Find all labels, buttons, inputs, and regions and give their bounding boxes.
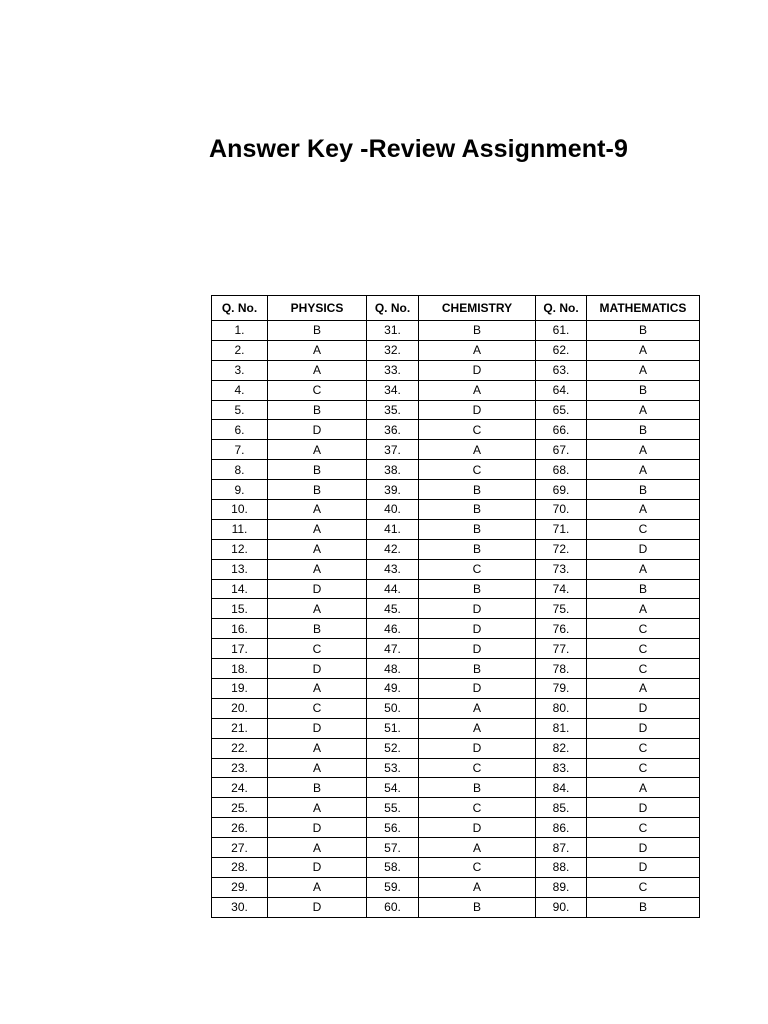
table-row <box>212 440 700 460</box>
qno-cell: 18. <box>212 659 268 679</box>
physics-answer-cell: A <box>268 758 367 778</box>
chemistry-answer-cell: A <box>419 718 536 738</box>
qno-cell: 57. <box>367 838 419 858</box>
table-row <box>212 738 700 758</box>
mathematics-answer-cell: A <box>587 679 700 699</box>
qno-cell: 53. <box>367 758 419 778</box>
qno-cell: 12. <box>212 539 268 559</box>
table-row <box>212 718 700 738</box>
qno-cell: 65. <box>536 400 587 420</box>
qno-cell: 63. <box>536 360 587 380</box>
qno-cell: 72. <box>536 539 587 559</box>
page-title: Answer Key -Review Assignment-9 <box>209 134 628 163</box>
qno-cell: 21. <box>212 718 268 738</box>
qno-cell: 75. <box>536 599 587 619</box>
qno-cell: 60. <box>367 897 419 917</box>
physics-answer-cell: D <box>268 897 367 917</box>
qno-cell: 83. <box>536 758 587 778</box>
mathematics-answer-cell: D <box>587 858 700 878</box>
qno-cell: 52. <box>367 738 419 758</box>
chemistry-answer-cell: C <box>419 420 536 440</box>
physics-answer-cell: B <box>268 400 367 420</box>
qno-cell: 37. <box>367 440 419 460</box>
mathematics-answer-cell: D <box>587 838 700 858</box>
physics-answer-cell: C <box>268 639 367 659</box>
qno-cell: 33. <box>367 360 419 380</box>
qno-cell: 29. <box>212 877 268 897</box>
header-qno-chemistry: Q. No. <box>367 296 419 321</box>
chemistry-answer-cell: D <box>419 818 536 838</box>
qno-cell: 9. <box>212 480 268 500</box>
qno-cell: 77. <box>536 639 587 659</box>
chemistry-answer-cell: B <box>419 778 536 798</box>
chemistry-answer-cell: D <box>419 400 536 420</box>
mathematics-answer-cell: B <box>587 480 700 500</box>
mathematics-answer-cell: C <box>587 758 700 778</box>
chemistry-answer-cell: B <box>419 897 536 917</box>
table-row <box>212 818 700 838</box>
qno-cell: 79. <box>536 679 587 699</box>
qno-cell: 2. <box>212 340 268 360</box>
header-qno-physics: Q. No. <box>212 296 268 321</box>
mathematics-answer-cell: A <box>587 340 700 360</box>
qno-cell: 6. <box>212 420 268 440</box>
physics-answer-cell: B <box>268 460 367 480</box>
mathematics-answer-cell: A <box>587 559 700 579</box>
chemistry-answer-cell: B <box>419 321 536 341</box>
qno-cell: 49. <box>367 679 419 699</box>
qno-cell: 84. <box>536 778 587 798</box>
qno-cell: 48. <box>367 659 419 679</box>
chemistry-answer-cell: A <box>419 380 536 400</box>
table-row <box>212 639 700 659</box>
mathematics-answer-cell: D <box>587 718 700 738</box>
mathematics-answer-cell: B <box>587 579 700 599</box>
qno-cell: 38. <box>367 460 419 480</box>
qno-cell: 42. <box>367 539 419 559</box>
answer-key-table <box>211 295 700 918</box>
qno-cell: 80. <box>536 698 587 718</box>
qno-cell: 26. <box>212 818 268 838</box>
table-row <box>212 758 700 778</box>
mathematics-answer-cell: B <box>587 420 700 440</box>
qno-cell: 61. <box>536 321 587 341</box>
qno-cell: 40. <box>367 500 419 520</box>
physics-answer-cell: A <box>268 738 367 758</box>
chemistry-answer-cell: C <box>419 758 536 778</box>
qno-cell: 89. <box>536 877 587 897</box>
qno-cell: 45. <box>367 599 419 619</box>
qno-cell: 47. <box>367 639 419 659</box>
mathematics-answer-cell: A <box>587 778 700 798</box>
header-chemistry: CHEMISTRY <box>419 296 536 321</box>
table-row <box>212 460 700 480</box>
qno-cell: 76. <box>536 619 587 639</box>
physics-answer-cell: D <box>268 818 367 838</box>
qno-cell: 24. <box>212 778 268 798</box>
qno-cell: 55. <box>367 798 419 818</box>
qno-cell: 16. <box>212 619 268 639</box>
qno-cell: 3. <box>212 360 268 380</box>
table-row <box>212 619 700 639</box>
qno-cell: 27. <box>212 838 268 858</box>
chemistry-answer-cell: D <box>419 738 536 758</box>
table-row <box>212 500 700 520</box>
chemistry-answer-cell: D <box>419 360 536 380</box>
qno-cell: 8. <box>212 460 268 480</box>
mathematics-answer-cell: A <box>587 500 700 520</box>
qno-cell: 34. <box>367 380 419 400</box>
qno-cell: 30. <box>212 897 268 917</box>
chemistry-answer-cell: D <box>419 639 536 659</box>
table-row <box>212 798 700 818</box>
mathematics-answer-cell: C <box>587 738 700 758</box>
table-row <box>212 877 700 897</box>
mathematics-answer-cell: C <box>587 877 700 897</box>
table-row <box>212 420 700 440</box>
qno-cell: 15. <box>212 599 268 619</box>
table-header-row <box>212 296 700 321</box>
mathematics-answer-cell: A <box>587 360 700 380</box>
physics-answer-cell: D <box>268 659 367 679</box>
chemistry-answer-cell: C <box>419 858 536 878</box>
qno-cell: 82. <box>536 738 587 758</box>
chemistry-answer-cell: A <box>419 340 536 360</box>
qno-cell: 70. <box>536 500 587 520</box>
mathematics-answer-cell: A <box>587 460 700 480</box>
qno-cell: 19. <box>212 679 268 699</box>
physics-answer-cell: A <box>268 877 367 897</box>
mathematics-answer-cell: C <box>587 659 700 679</box>
table-body <box>212 321 700 918</box>
qno-cell: 88. <box>536 858 587 878</box>
qno-cell: 78. <box>536 659 587 679</box>
qno-cell: 14. <box>212 579 268 599</box>
physics-answer-cell: A <box>268 360 367 380</box>
chemistry-answer-cell: B <box>419 579 536 599</box>
chemistry-answer-cell: D <box>419 599 536 619</box>
qno-cell: 62. <box>536 340 587 360</box>
table-row <box>212 400 700 420</box>
header-physics: PHYSICS <box>268 296 367 321</box>
physics-answer-cell: C <box>268 698 367 718</box>
mathematics-answer-cell: B <box>587 897 700 917</box>
qno-cell: 87. <box>536 838 587 858</box>
physics-answer-cell: A <box>268 599 367 619</box>
mathematics-answer-cell: A <box>587 440 700 460</box>
mathematics-answer-cell: D <box>587 698 700 718</box>
qno-cell: 23. <box>212 758 268 778</box>
qno-cell: 11. <box>212 519 268 539</box>
header-qno-mathematics: Q. No. <box>536 296 587 321</box>
chemistry-answer-cell: A <box>419 698 536 718</box>
table-row <box>212 897 700 917</box>
qno-cell: 36. <box>367 420 419 440</box>
qno-cell: 17. <box>212 639 268 659</box>
qno-cell: 46. <box>367 619 419 639</box>
qno-cell: 64. <box>536 380 587 400</box>
qno-cell: 51. <box>367 718 419 738</box>
chemistry-answer-cell: B <box>419 500 536 520</box>
chemistry-answer-cell: A <box>419 877 536 897</box>
physics-answer-cell: A <box>268 798 367 818</box>
physics-answer-cell: D <box>268 718 367 738</box>
qno-cell: 73. <box>536 559 587 579</box>
qno-cell: 41. <box>367 519 419 539</box>
qno-cell: 50. <box>367 698 419 718</box>
qno-cell: 43. <box>367 559 419 579</box>
mathematics-answer-cell: C <box>587 639 700 659</box>
table-row <box>212 321 700 341</box>
table-row <box>212 539 700 559</box>
physics-answer-cell: D <box>268 420 367 440</box>
mathematics-answer-cell: B <box>587 321 700 341</box>
mathematics-answer-cell: D <box>587 798 700 818</box>
qno-cell: 13. <box>212 559 268 579</box>
physics-answer-cell: B <box>268 619 367 639</box>
qno-cell: 54. <box>367 778 419 798</box>
table-row <box>212 698 700 718</box>
qno-cell: 39. <box>367 480 419 500</box>
qno-cell: 25. <box>212 798 268 818</box>
chemistry-answer-cell: B <box>419 659 536 679</box>
qno-cell: 81. <box>536 718 587 738</box>
table-row <box>212 838 700 858</box>
physics-answer-cell: A <box>268 838 367 858</box>
mathematics-answer-cell: C <box>587 818 700 838</box>
physics-answer-cell: B <box>268 480 367 500</box>
header-mathematics: MATHEMATICS <box>587 296 700 321</box>
physics-answer-cell: B <box>268 321 367 341</box>
chemistry-answer-cell: B <box>419 480 536 500</box>
qno-cell: 7. <box>212 440 268 460</box>
mathematics-answer-cell: A <box>587 599 700 619</box>
qno-cell: 4. <box>212 380 268 400</box>
table-row <box>212 778 700 798</box>
qno-cell: 28. <box>212 858 268 878</box>
chemistry-answer-cell: C <box>419 798 536 818</box>
chemistry-answer-cell: B <box>419 539 536 559</box>
chemistry-answer-cell: B <box>419 519 536 539</box>
table-row <box>212 360 700 380</box>
qno-cell: 1. <box>212 321 268 341</box>
physics-answer-cell: A <box>268 539 367 559</box>
table-row <box>212 599 700 619</box>
qno-cell: 32. <box>367 340 419 360</box>
physics-answer-cell: A <box>268 519 367 539</box>
physics-answer-cell: B <box>268 778 367 798</box>
physics-answer-cell: C <box>268 380 367 400</box>
chemistry-answer-cell: D <box>419 679 536 699</box>
physics-answer-cell: A <box>268 440 367 460</box>
qno-cell: 59. <box>367 877 419 897</box>
qno-cell: 35. <box>367 400 419 420</box>
mathematics-answer-cell: D <box>587 539 700 559</box>
qno-cell: 71. <box>536 519 587 539</box>
table-row <box>212 858 700 878</box>
physics-answer-cell: D <box>268 858 367 878</box>
table-row <box>212 659 700 679</box>
mathematics-answer-cell: C <box>587 519 700 539</box>
qno-cell: 67. <box>536 440 587 460</box>
chemistry-answer-cell: D <box>419 619 536 639</box>
table-row <box>212 679 700 699</box>
physics-answer-cell: A <box>268 559 367 579</box>
qno-cell: 22. <box>212 738 268 758</box>
qno-cell: 5. <box>212 400 268 420</box>
qno-cell: 66. <box>536 420 587 440</box>
chemistry-answer-cell: A <box>419 838 536 858</box>
qno-cell: 90. <box>536 897 587 917</box>
table-row <box>212 519 700 539</box>
table-row <box>212 340 700 360</box>
mathematics-answer-cell: A <box>587 400 700 420</box>
qno-cell: 74. <box>536 579 587 599</box>
qno-cell: 68. <box>536 460 587 480</box>
qno-cell: 44. <box>367 579 419 599</box>
physics-answer-cell: D <box>268 579 367 599</box>
physics-answer-cell: A <box>268 500 367 520</box>
qno-cell: 86. <box>536 818 587 838</box>
qno-cell: 20. <box>212 698 268 718</box>
table-row <box>212 579 700 599</box>
qno-cell: 56. <box>367 818 419 838</box>
chemistry-answer-cell: C <box>419 559 536 579</box>
qno-cell: 10. <box>212 500 268 520</box>
table-row <box>212 559 700 579</box>
chemistry-answer-cell: C <box>419 460 536 480</box>
physics-answer-cell: A <box>268 679 367 699</box>
chemistry-answer-cell: A <box>419 440 536 460</box>
physics-answer-cell: A <box>268 340 367 360</box>
mathematics-answer-cell: C <box>587 619 700 639</box>
qno-cell: 31. <box>367 321 419 341</box>
qno-cell: 85. <box>536 798 587 818</box>
qno-cell: 58. <box>367 858 419 878</box>
mathematics-answer-cell: B <box>587 380 700 400</box>
qno-cell: 69. <box>536 480 587 500</box>
table-row <box>212 480 700 500</box>
table-row <box>212 380 700 400</box>
